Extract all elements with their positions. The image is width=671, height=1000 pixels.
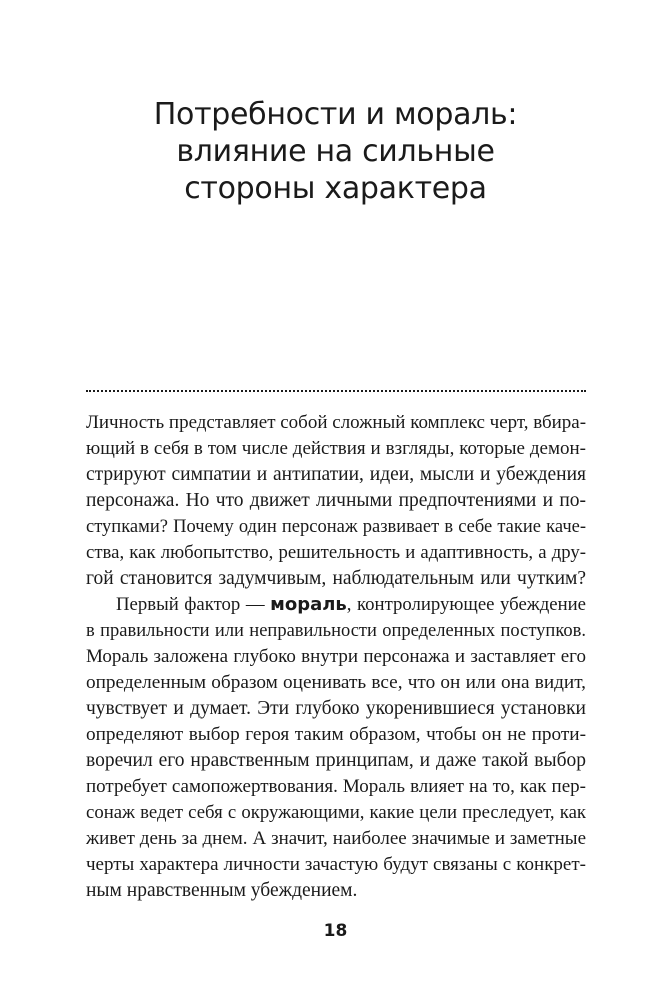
text-line: чувствует и думает. Эти глубоко укоренившиеся установки [86, 698, 586, 719]
chapter-title-line-1: Потребности и мораль: [153, 97, 518, 132]
text-line: Мораль заложена глубоко внутри персонажа и заставляет его [86, 646, 586, 667]
text-line: ства, как любопытство, решительность и адаптивность, а дру- [86, 542, 586, 563]
text-line: определенным образом оценивать все, что он или она видит, [86, 672, 586, 693]
text-line: ступками? Почему один персонаж развивает в себе такие каче- [86, 517, 586, 537]
text-line-first [86, 592, 586, 618]
chapter-title-line-2: влияние на сильные [176, 134, 495, 169]
text-line: сонаж ведет себя с окружающими, какие цели преследует, как [86, 802, 586, 823]
text-line: в правильности или неправильности определенных поступков. [86, 621, 586, 641]
text-fragment: Первый фактор — [116, 594, 271, 615]
body-text [86, 410, 586, 904]
text-fragment: , контролирующее убеждение [346, 594, 586, 615]
text-line: гой становится задумчивым, наблюдательным или чутким? [86, 568, 586, 589]
text-line: воречил его нравственным принципам, и даже такой выбор [86, 750, 586, 771]
chapter-title-line-3: стороны характера [184, 171, 487, 206]
paragraph-1 [86, 410, 586, 592]
chapter-title [0, 96, 671, 207]
text-line: живет день за днем. А значит, наиболее значимые и заметные [86, 828, 586, 849]
text-line: ющий в себя в том числе действия и взгляды, которые демон- [86, 438, 586, 459]
text-line: персонажа. Но что движет личными предпочтениями и по- [86, 490, 586, 511]
text-line: ным нравственным убеждением. [86, 880, 358, 901]
dotted-divider [86, 390, 586, 392]
text-line: Личность представляет собой сложный комплекс черт, вбира- [86, 412, 587, 433]
page-number: 18 [323, 921, 348, 941]
paragraph-2 [86, 592, 586, 904]
text-line: потребует самопожертвования. Мораль влияет на то, как пер- [86, 776, 586, 797]
bold-term-morality: мораль [270, 594, 347, 615]
text-line: определяют выбор героя таким образом, чтобы он не проти- [86, 724, 586, 745]
text-line: стрируют симпатии и антипатии, идеи, мысли и убеждения [86, 464, 586, 485]
text-line: черты характера личности зачастую будут связаны с конкрет- [86, 854, 586, 875]
